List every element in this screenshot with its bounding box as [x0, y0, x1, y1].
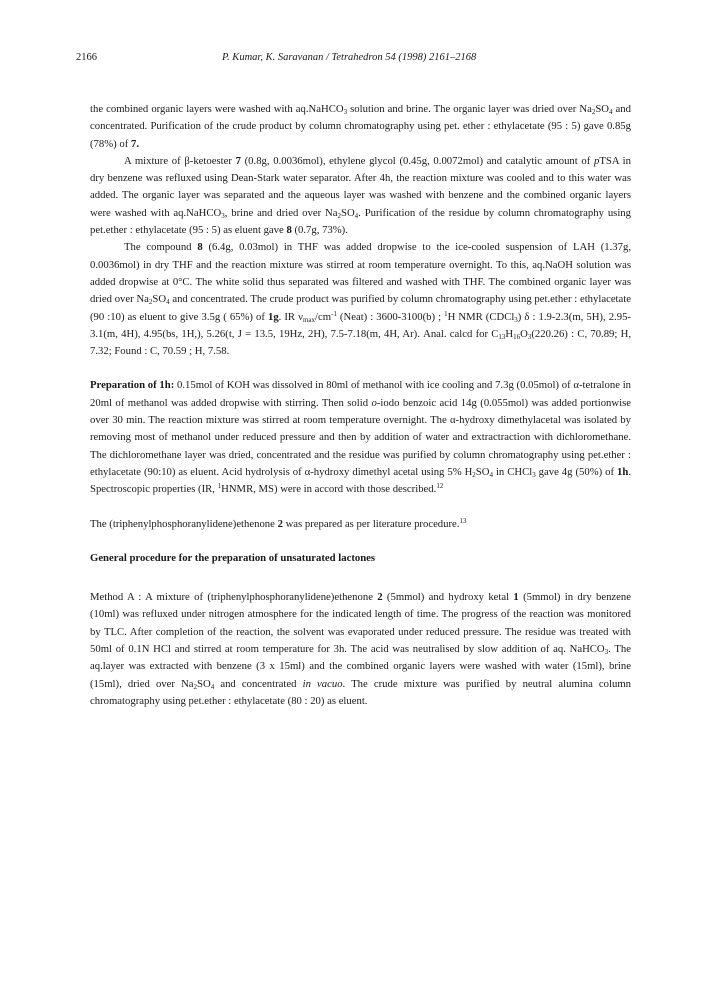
page-number: 2166 [76, 52, 97, 63]
paragraph-method-a: Method A : A mixture of (triphenylphosphoranylidene)ethenone 2 (5mmol) and hydroxy ketal 1 (5mmol) in dry benzene (10ml) was refluxed under nitrogen atmosphere for the indicated length of time. The progress of the reaction was monitored by TLC. After completion of the reaction, the solvent was evaporated under reduced pressure. The residue was treated with 50ml of 0.1N HCl and stirred at room temperature for 3h. The acid was neutralised by slow addition of aq. NaHCO$_3$. The aq.layer was extracted with benzene (3 x 15ml) and the combined organic layers were washed with water (15ml), brine (15ml), dried over $Na_2SO_4$ and concentrated in vacuo. The crude mixture was purified by neutral alumina column chromatography using pet.ether : ethylacetate (80 : 20) as eluent. [90, 591, 631, 707]
paragraph-ethenone: The (triphenylphosphoranylidene)ethenone 2 was prepared as per literature procedure.$^{13}$ [90, 516, 467, 530]
section-heading: General procedure for the preparation of unsaturated lactones [90, 551, 376, 564]
paragraph-preparation-1h: Preparation of 1h: 0.15mol of KOH was dissolved in 80ml of methanol with ice cooling and 7.3g (0.05mol) of α-tetralone in 20ml of methanol was added dropwise with stirring. Then solid o-iodo benzoic acid 14g (0.055mol) was added portionwise over 30 min. The reaction mixture was stirred at room temperature overnight. The α-hydroxy dimethylacetal was isolated by removing most of methanol under reduced pressure and then by addition of water and extractraction with dichloromethane. The dichloromethane layer was dried, concentrated and the residue was purified by column chromatography using pet.ether : ethylacetate (90:10) as eluent. Acid hydrolysis of α-hydroxy dimethyl acetal using 5% $H_2SO_4$ in CHCl$_3$ gave 4g (50%) of 1h. Spectroscopic properties (IR, $^1$HNMR, MS) were in accord with those described.$^{12}$ [90, 379, 632, 496]
paragraph-ketal-protection: A mixture of β-ketoester 7 (0.8g, 0.0036mol), ethylene glycol (0.45g, 0.0072mol) and catalytic amount of pTSA in dry benzene was refluxed using Dean-Stark water separator. After 4h, the reaction mixture was cooled and to this water was added. The organic layer was separated and the aqueous layer was washed with benzene and the combined organic layers were washed with aq.NaHCO$_3$, brine and dried over $Na_2SO_4$. Purification of the residue by column chromatography using pet.ether : ethylacetate (95 : 5) as eluent gave 8 (0.7g, 73%). [90, 154, 631, 237]
paragraph-lah-reduction: The compound 8 (6.4g, 0.03mol) in THF was added dropwise to the ice-cooled suspension of LAH (1.37g, 0.0036mol) in dry THF and the reaction mixture was stirred at room temperature overnight. To this, aq.NaOH solution was added dropwise at 0°C. The white solid thus separated was filtered and washed with THF. The combined organic layer was dried over $Na_2SO_4$ and concentrated. The crude product was purified by column chromatography using pet.ether : ethylacetate (90 :10) as eluent to give 3.5g ( 65%) of 1g. IR $\nu_{max}/cm^{-1}$ (Neat) : 3600-3100(b) ; $^1$H NMR (CDCl$_3$) δ : 1.9-2.3(m, 5H), 2.95-3.1(m, 4H), 4.95(bs, 1H,), 5.26(t, J = 13.5, 19Hz, 2H), 7.5-7.18(m, 4H, Ar). Anal. calcd for $C_{13}H_{16}O_3(220.26)$ : C, 70.89; H, 7.32; Found : C, 70.59 ; H, 7.58. [90, 241, 632, 358]
running-title: P. Kumar, K. Saravanan / Tetrahedron 54 (1998) 2161–2168 [222, 52, 477, 63]
body-text [90, 101, 631, 710]
paragraph-continuation: the combined organic layers were washed with aq.NaHCO$_3$ solution and brine. The organic layer was dried over $Na_2SO_4$ and concentrated. Purification of the crude product by column chromatography using pet. ether : ethylacetate (95 : 5) gave 0.85g (78%) of 7. [90, 103, 631, 150]
